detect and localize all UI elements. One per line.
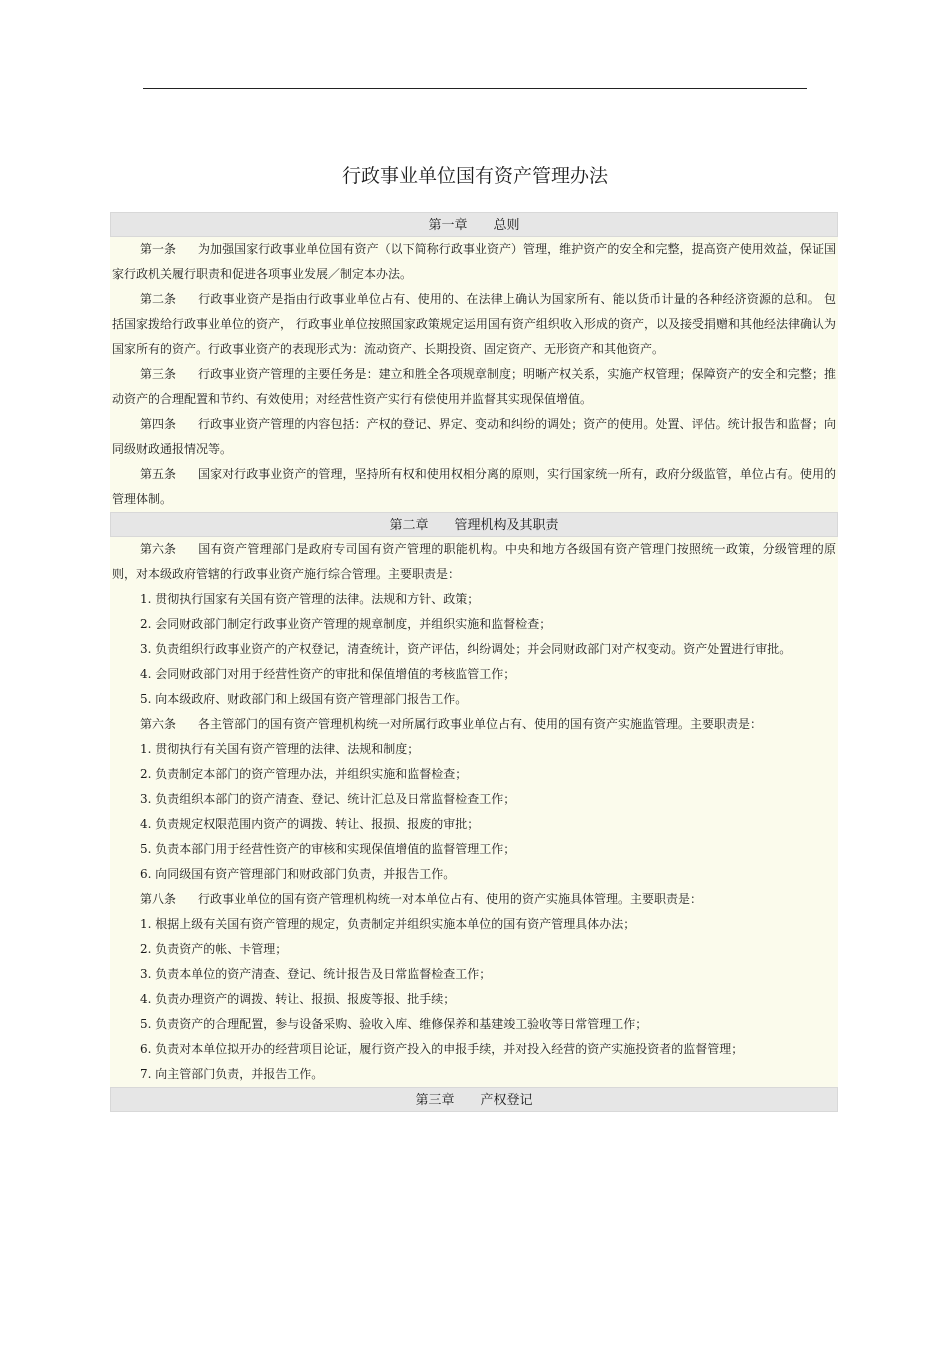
header-rule xyxy=(143,88,807,89)
article-text: 行政事业资产管理的主要任务是：建立和胜全各项规章制度；明晰产权关系，实施产权管理；保障资产的安全和完整；推动资产的合理配置和节约、有效使用；对经营性资产实行有偿使用并监督其实现保值增值。 xyxy=(112,367,836,406)
article-number: 第六条 xyxy=(140,542,177,556)
article-text: 为加强国家行政事业单位国有资产（以下简称行政事业资产）管理，维护资产的安全和完整，提高资产使用效益，保证国家行政机关履行职责和促进各项事业发展／制定本办法。 xyxy=(112,242,836,281)
list-item: 3. 负责组织行政事业资产的产权登记，清查统计，资产评估，纠纷调处；并会同财政部门对产权变动。资产处置进行审批。 xyxy=(140,642,792,656)
article-number: 第二条 xyxy=(140,292,177,306)
list-item: 3. 负责本单位的资产清查、登记、统计报告及日常监督检查工作； xyxy=(140,967,492,981)
list-item: 4. 负责规定权限范围内资产的调拨、转让、报损、报废的审批； xyxy=(140,817,480,831)
list-item: 7. 向主管部门负责，并报告工作。 xyxy=(140,1067,324,1081)
document-title: 行政事业单位国有资产管理办法 xyxy=(341,165,608,187)
article-paragraph xyxy=(112,287,836,362)
list-item: 2. 负责资产的帐、卡管理； xyxy=(140,942,288,956)
article-paragraph xyxy=(112,462,836,512)
list-item: 6. 负责对本单位拟开办的经营项目论证，履行资产投入的申报手续，并对投入经营的资产实施投资者的监督管理； xyxy=(140,1042,744,1056)
article-number: 第一条 xyxy=(140,242,177,256)
article-paragraph xyxy=(112,237,836,287)
article-number: 第三条 xyxy=(140,367,177,381)
article-number: 第六条 xyxy=(140,717,177,731)
article-paragraph xyxy=(112,712,836,737)
list-item: 1. 根据上级有关国有资产管理的规定，负责制定并组织实施本单位的国有资产管理具体办法； xyxy=(140,917,636,931)
chapter-name: 总则 xyxy=(493,218,520,233)
list-item: 6. 向同级国有资产管理部门和财政部门负责，并报告工作。 xyxy=(140,867,456,881)
article-text: 各主管部门的国有资产管理机构统一对所属行政事业单位占有、使用的国有资产实施监管理。主要职责是： xyxy=(198,717,763,731)
chapter-body xyxy=(110,537,838,1087)
list-item: 5. 负责本部门用于经营性资产的审核和实现保值增值的监督管理工作； xyxy=(140,842,516,856)
chapter-heading xyxy=(110,512,838,537)
list-item: 1. 贯彻执行有关国有资产管理的法律、法规和制度； xyxy=(140,742,420,756)
list-item: 4. 负责办理资产的调拨、转让、报损、报废等报、批手续； xyxy=(140,992,456,1006)
article-text: 行政事业资产是指由行政事业单位占有、使用的、在法律上确认为国家所有、能以货币计量的各种经济资源的总和。 包括国家拨给行政事业单位的资产， 行政事业单位按照国家政策规定运用国有资产组织收入形成的资产，以及接受捐赠和其他经法律确认为国家所有的资产。行政事业资产的表现形式为：流动资产、长期投资、固定资产、无形资产和其他资产。 xyxy=(112,292,836,356)
article-paragraph xyxy=(112,887,836,912)
chapter-heading xyxy=(110,1087,838,1112)
article-text: 行政事业单位的国有资产管理机构统一对本单位占有、使用的资产实施具体管理。主要职责是： xyxy=(198,892,703,906)
article-number: 第八条 xyxy=(140,892,177,906)
list-item: 2. 会同财政部门制定行政事业资产管理的规章制度，并组织实施和监督检查； xyxy=(140,617,552,631)
list-item: 5. 向本级政府、财政部门和上级国有资产管理部门报告工作。 xyxy=(140,692,468,706)
article-paragraph xyxy=(112,412,836,462)
article-paragraph xyxy=(112,537,836,587)
article-text: 国家对行政事业资产的管理，坚持所有权和使用权相分离的原则，实行国家统一所有，政府分级监管，单位占有。使用的管理体制。 xyxy=(112,467,836,506)
article-number: 第四条 xyxy=(140,417,177,431)
article-text: 国有资产管理部门是政府专司国有资产管理的职能机构。中央和地方各级国有资产管理门按照统一政策，分级管理的原则，对本级政府管辖的行政事业资产施行综合管理。主要职责是： xyxy=(112,542,836,581)
chapter-name: 管理机构及其职责 xyxy=(454,518,559,533)
chapter-number: 第一章 xyxy=(428,218,468,233)
chapter-name: 产权登记 xyxy=(480,1093,533,1108)
article-text: 行政事业资产管理的内容包括：产权的登记、界定、变动和纠纷的调处；资产的使用。处置、评估。统计报告和监督；向同级财政通报情况等。 xyxy=(112,417,836,456)
chapter-number: 第三章 xyxy=(415,1093,455,1108)
article-number: 第五条 xyxy=(140,467,177,481)
list-item: 5. 负责资产的合理配置，参与设备采购、验收入库、维修保养和基建竣工验收等日常管理工作； xyxy=(140,1017,648,1031)
document-body xyxy=(110,212,838,1112)
list-item: 2. 负责制定本部门的资产管理办法，并组织实施和监督检查； xyxy=(140,767,468,781)
list-item: 4. 会同财政部门对用于经营性资产的审批和保值增值的考核监管工作； xyxy=(140,667,516,681)
list-item: 3. 负责组织本部门的资产清查、登记、统计汇总及日常监督检查工作； xyxy=(140,792,516,806)
chapter-heading xyxy=(110,212,838,237)
article-paragraph xyxy=(112,362,836,412)
chapter-number: 第二章 xyxy=(389,518,429,533)
list-item: 1. 贯彻执行国家有关国有资产管理的法律。法规和方针、政策； xyxy=(140,592,480,606)
chapter-body xyxy=(110,237,838,512)
